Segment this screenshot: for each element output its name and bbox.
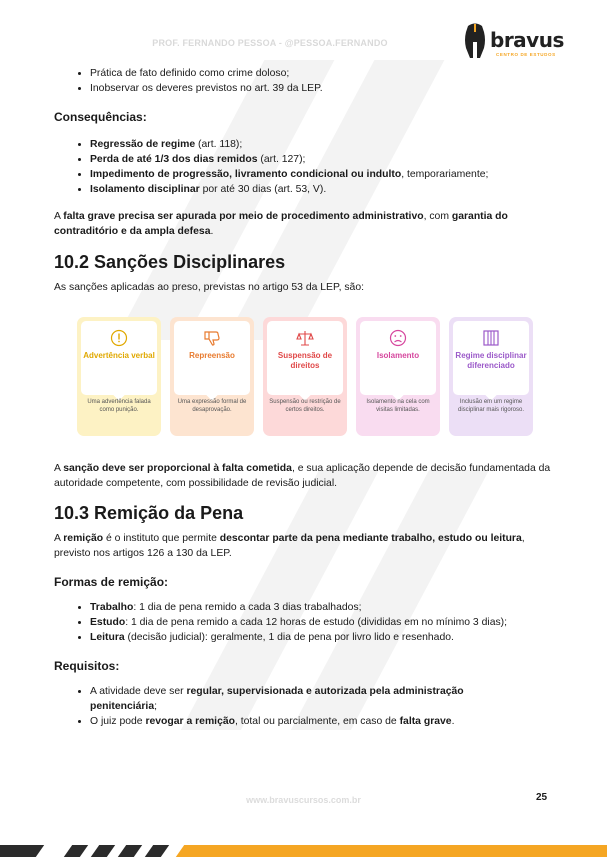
paragraph: A falta grave precisa ser apurada por meio de procedimento administrativo, com garantia do contraditório e da ampla defesa. bbox=[54, 211, 508, 237]
section-heading: Formas de remição: bbox=[54, 575, 169, 589]
formas-list bbox=[54, 600, 554, 645]
requisitos-list bbox=[54, 684, 554, 729]
section-heading: Requisitos: bbox=[54, 659, 120, 673]
footer-stripe bbox=[145, 845, 169, 857]
list-item: • A atividade deve ser regular, supervisionada e autorizada pela administração penitenciária; bbox=[90, 684, 500, 714]
list-item: • Isolamento disciplinar por até 30 dias (art. 53, V). bbox=[90, 182, 554, 197]
sanction-desc: Inclusão em um regime disciplinar mais rigoroso. bbox=[457, 399, 525, 413]
paragraph: As sanções aplicadas ao preso, previstas no artigo 53 da LEP, são: bbox=[54, 282, 364, 293]
scales-icon bbox=[296, 329, 314, 347]
sanction-desc: Uma advertência falada como punição. bbox=[87, 399, 151, 413]
footer-stripe bbox=[64, 845, 88, 857]
sanction-title: Isolamento bbox=[376, 351, 420, 360]
list-item: • Prática de fato definido como crime doloso; bbox=[90, 66, 554, 81]
section-title: 10.2 Sanções Disciplinares bbox=[54, 252, 286, 272]
page-number: 25 bbox=[536, 792, 548, 803]
section-heading: Consequências: bbox=[54, 110, 147, 124]
sanction-card bbox=[449, 317, 533, 436]
bravus-logo bbox=[460, 22, 564, 62]
sanction-card bbox=[77, 317, 161, 436]
list-item: • O juiz pode revogar a remição, total ou parcialmente, em caso de falta grave. bbox=[90, 714, 554, 729]
sanction-card bbox=[263, 317, 347, 436]
paragraph: A remição é o instituto que permite descontar parte da pena mediante trabalho, estudo ou leitura, previsto nos artigos 126 a 130 da LEP. bbox=[54, 533, 525, 559]
logo-wordmark: bravus bbox=[490, 28, 564, 52]
footer-stripe bbox=[176, 845, 607, 857]
sad-face-icon bbox=[389, 329, 407, 347]
header-author: PROF. FERNANDO PESSOA - @PESSOA.FERNANDO bbox=[152, 38, 388, 48]
sanction-title: Regime disciplinar diferenciado bbox=[455, 351, 527, 370]
page-content bbox=[54, 66, 554, 729]
sanctions-infographic bbox=[77, 317, 535, 436]
consequences-list bbox=[54, 137, 554, 197]
sanction-desc: Suspensão ou restrição de certos direitos. bbox=[269, 399, 341, 413]
list-item: • Trabalho: 1 dia de pena remido a cada 3 dias trabalhados; bbox=[90, 600, 554, 615]
sanction-title: Repreensão bbox=[189, 351, 235, 360]
list-item: • Impedimento de progressão, livramento condicional ou indulto, temporariamente; bbox=[90, 167, 554, 182]
sanction-card bbox=[170, 317, 254, 436]
exclamation-icon bbox=[110, 329, 128, 347]
sanction-desc: Isolamento na cela com visitas limitadas. bbox=[366, 399, 430, 413]
sanction-title: Advertência verbal bbox=[83, 351, 155, 360]
footer-website: www.bravuscursos.com.br bbox=[246, 795, 361, 805]
list-item: • Leitura (decisão judicial): geralmente, 1 dia de pena por livro lido e resenhado. bbox=[90, 630, 554, 645]
list-item: • Regressão de regime (art. 118); bbox=[90, 137, 554, 152]
bullet-list bbox=[54, 66, 554, 96]
sanction-title: Suspensão de direitos bbox=[277, 351, 333, 370]
footer-stripe bbox=[118, 845, 142, 857]
jail-icon bbox=[482, 329, 500, 347]
helmet-icon bbox=[460, 22, 490, 60]
section-title: 10.3 Remição da Pena bbox=[54, 503, 244, 523]
list-item: • Perda de até 1/3 dos dias remidos (art. 127); bbox=[90, 152, 554, 167]
sanction-card bbox=[356, 317, 440, 436]
thumbs-down-icon bbox=[203, 329, 221, 347]
list-item: • Estudo: 1 dia de pena remido a cada 12 horas de estudo (divididas em no mínimo 3 dias); bbox=[90, 615, 554, 630]
sanction-desc: Uma expressão formal de desaprovação. bbox=[177, 399, 247, 413]
footer-stripe bbox=[0, 845, 44, 857]
list-item: • Inobservar os deveres previstos no art. 39 da LEP. bbox=[90, 81, 554, 96]
footer-stripe bbox=[91, 845, 115, 857]
logo-tagline: CENTRO DE ESTUDOS bbox=[496, 52, 556, 57]
paragraph: A sanção deve ser proporcional à falta cometida, e sua aplicação depende de decisão fundamentada da autoridade competente, com possibilidade de revisão judicial. bbox=[54, 463, 551, 489]
